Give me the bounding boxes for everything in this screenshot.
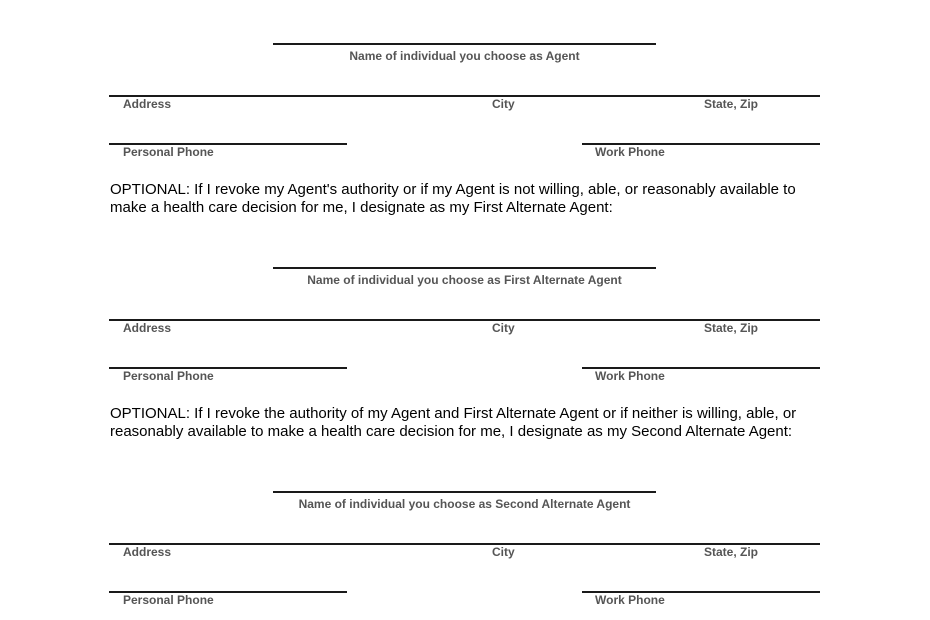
second-alternate-state-zip-label: State, Zip <box>704 545 759 559</box>
agent-name-label: Name of individual you choose as Agent <box>349 49 580 63</box>
agent-work-phone-label: Work Phone <box>595 145 665 159</box>
second-alternate-paragraph: OPTIONAL: If I revoke the authority of my Agent and First Alternate Agent or if neither is willing, able, or reasonably available to make a health care decision for me, I designate as my Second Alternate Agent: <box>110 405 797 440</box>
second-alternate-work-phone-label: Work Phone <box>595 593 665 607</box>
first-alternate-paragraph: OPTIONAL: If I revoke my Agent's authority or if my Agent is not willing, able, or reasonably available to make a health care decision for me, I designate as my First Alternate Agent: <box>110 181 796 216</box>
first-alternate-work-phone-label: Work Phone <box>595 369 665 383</box>
first-alternate-address-label: Address <box>123 321 172 335</box>
agent-state-zip-label: State, Zip <box>704 97 759 111</box>
first-alternate-city-label: City <box>492 321 515 335</box>
first-alternate-personal-phone-label: Personal Phone <box>123 369 214 383</box>
first-alternate-name-label: Name of individual you choose as First Alternate Agent <box>307 273 622 287</box>
second-alternate-address-label: Address <box>123 545 172 559</box>
agent-personal-phone-label: Personal Phone <box>123 145 214 159</box>
second-alternate-name-label: Name of individual you choose as Second Alternate Agent <box>298 497 631 511</box>
first-alternate-state-zip-label: State, Zip <box>704 321 759 335</box>
second-alternate-city-label: City <box>492 545 515 559</box>
first-alternate-name-field[interactable] <box>273 267 656 269</box>
agent-address-label: Address <box>123 97 172 111</box>
second-alternate-name-field[interactable] <box>273 491 656 493</box>
second-alternate-personal-phone-label: Personal Phone <box>123 593 214 607</box>
agent-name-field[interactable] <box>273 43 656 45</box>
agent-city-label: City <box>492 97 515 111</box>
